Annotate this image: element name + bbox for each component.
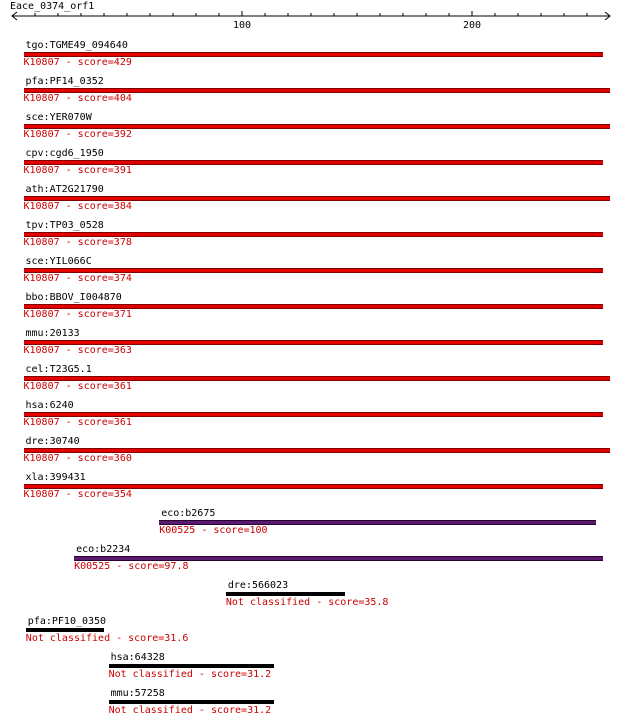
hit-score-label: Not classified - score=35.8 <box>225 597 389 608</box>
hit-name-link[interactable]: dre:566023 <box>227 580 289 591</box>
hit-score-label: Not classified - score=31.6 <box>25 633 189 644</box>
hit-alignment-bar[interactable] <box>109 700 275 704</box>
hit-name-link[interactable]: tpv:TP03_0528 <box>25 220 104 231</box>
ruler-tick-label: 100 <box>232 20 252 31</box>
hit-score-label: K10807 - score=391 <box>23 165 132 176</box>
hit-name-link[interactable]: eco:b2675 <box>161 508 216 519</box>
hit-score-label: Not classified - score=31.2 <box>108 669 272 680</box>
hit-name-link[interactable]: dre:30740 <box>25 436 80 447</box>
hit-score-label: K10807 - score=378 <box>23 237 132 248</box>
hit-alignment-bar[interactable] <box>26 628 104 632</box>
hit-name-link[interactable]: eco:b2234 <box>76 544 131 555</box>
hit-name-link[interactable]: sce:YER070W <box>25 112 92 123</box>
hit-name-link[interactable]: pfa:PF10_0350 <box>27 616 107 627</box>
hit-score-label: K10807 - score=384 <box>23 201 132 212</box>
hit-name-link[interactable]: hsa:64328 <box>110 652 165 663</box>
hit-alignment-bar[interactable] <box>109 664 275 668</box>
hit-score-label: K00525 - score=97.8 <box>74 561 189 572</box>
hit-name-link[interactable]: mmu:20133 <box>25 328 80 339</box>
hit-score-label: K10807 - score=404 <box>23 93 132 104</box>
hit-name-link[interactable]: xla:399431 <box>25 472 86 483</box>
hit-score-label: K10807 - score=363 <box>23 345 132 356</box>
hit-name-link[interactable]: sce:YIL066C <box>25 256 92 267</box>
ruler-tick-label: 200 <box>462 20 482 31</box>
hit-name-link[interactable]: bbo:BBOV_I004870 <box>25 292 122 303</box>
hit-name-link[interactable]: mmu:57258 <box>110 688 165 699</box>
hit-score-label: Not classified - score=31.2 <box>108 705 272 716</box>
hit-name-link[interactable]: cpv:cgd6_1950 <box>25 148 104 159</box>
hit-name-link[interactable]: pfa:PF14_0352 <box>25 76 104 87</box>
hit-name-link[interactable]: tgo:TGME49_094640 <box>25 40 128 51</box>
hit-name-link[interactable]: cel:T23G5.1 <box>25 364 92 375</box>
hit-score-label: K10807 - score=371 <box>23 309 132 320</box>
hit-score-label: K10807 - score=429 <box>23 57 132 68</box>
hit-score-label: K00525 - score=100 <box>159 525 268 536</box>
hit-name-link[interactable]: ath:AT2G21790 <box>25 184 104 195</box>
hit-alignment-bar[interactable] <box>226 592 346 596</box>
position-ruler <box>0 0 620 30</box>
hit-score-label: K10807 - score=354 <box>23 489 132 500</box>
query-title: Eace_0374_orf1 <box>10 1 95 12</box>
hit-name-link[interactable]: hsa:6240 <box>25 400 74 411</box>
hit-score-label: K10807 - score=392 <box>23 129 132 140</box>
hit-score-label: K10807 - score=361 <box>23 417 132 428</box>
hit-score-label: K10807 - score=361 <box>23 381 132 392</box>
hit-score-label: K10807 - score=374 <box>23 273 132 284</box>
hit-score-label: K10807 - score=360 <box>23 453 132 464</box>
